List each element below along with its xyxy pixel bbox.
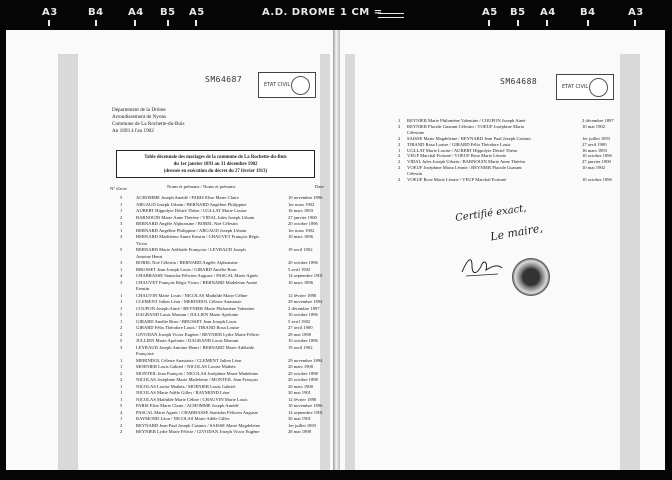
- marriage-date: 10 novembre 1896: [288, 403, 323, 408]
- spouse-names: CHAUVIN Marie Louis / NICOLAS Mathilde Marie Céline: [136, 292, 248, 298]
- marriage-date: 29 novembre 1894: [288, 357, 323, 363]
- act-number: 1: [120, 305, 123, 311]
- marriage-date: 1er mars 1902: [288, 201, 315, 207]
- format-label: A3: [42, 7, 58, 18]
- marriage-date: 10 mars 1896: [288, 279, 314, 285]
- act-number: 2: [120, 429, 123, 434]
- marriage-date: 1er juillet 1893: [582, 135, 611, 141]
- format-label: B5: [510, 7, 526, 18]
- spouse-names: Antoine Henri: [136, 253, 163, 259]
- act-number: 1: [398, 147, 401, 153]
- act-number: 1: [120, 357, 123, 363]
- format-tick: [587, 20, 589, 26]
- act-number: 1: [120, 318, 123, 324]
- act-number: 1: [398, 118, 401, 123]
- archive-header: [0, 0, 672, 28]
- spouse-names: BRUSSET Jean Joseph Louis / GIRARD Amélie Rose: [136, 266, 237, 272]
- marriage-date: 10 mai 1902: [582, 123, 605, 129]
- format-tick: [134, 20, 136, 26]
- table-subtitle: du 1er janvier 1893 au 31 décembre 1902: [173, 162, 258, 167]
- format-label: B4: [580, 7, 596, 18]
- etat-civil-stamp: [556, 74, 614, 100]
- spouse-names: VOEUF Rose Marie Léonie / VEUF Marchal Fortuné: [407, 177, 507, 182]
- spouse-names: REYNARD Jean Paul Joseph Casimir / SAISSE Marie Magdeleine: [136, 422, 261, 428]
- spouse-names: Victor: [136, 240, 148, 246]
- act-number: 1: [120, 227, 123, 233]
- marriage-date: 28 mai 1898: [288, 429, 311, 434]
- marriage-date: 10 mars 1896: [288, 234, 314, 239]
- act-number: 5: [120, 247, 123, 252]
- act-number: 1: [120, 364, 123, 369]
- spouse-names: REYNIER Placide Guarant Célestin / VOEUF Joséphine Maria: [407, 123, 524, 129]
- spouse-names: BERNARD Angéline Philippine / ARGAUD Joseph Urbain: [136, 227, 247, 233]
- spouse-names: ACHOMME Joseph Amédé / PARIS Elise Marie Claire: [136, 195, 239, 200]
- act-number: 1: [120, 396, 123, 402]
- act-number: 2: [398, 159, 401, 165]
- marriage-date: 1er juillet 1893: [288, 422, 317, 428]
- spouse-names: CHARRASSE Stanislas Félicien Auguste / PASCAL Marie Agnès: [136, 273, 259, 278]
- spouse-names: BARNOUIN Marie Anne Thérèse / VIDAL Jules Joseph Urbain: [136, 214, 255, 220]
- marriage-date: 27 avril 1900: [288, 325, 313, 330]
- marriage-date: 1er mars 1902: [288, 227, 315, 233]
- format-tick: [546, 20, 548, 26]
- act-number: 1: [120, 266, 123, 272]
- spouse-names: GIRARD Félix Théodore Louis / TIRAND Rosa Louise: [136, 325, 240, 330]
- act-number: 2: [120, 370, 123, 376]
- act-number: 3: [120, 344, 123, 350]
- spouse-names: REYNIER Marie Philomène Valentine / COUPON Joseph Aimé: [407, 118, 526, 123]
- act-number: 3: [120, 234, 123, 239]
- marriage-date: 10 octobre 1896: [288, 338, 318, 343]
- act-number: 2: [398, 153, 401, 159]
- table-title: Table décennale des mariages de la commune de La Rochette-du-Buis: [144, 155, 287, 160]
- act-number: 1: [120, 390, 123, 395]
- marriage-date: 30 mai 1901: [288, 416, 311, 421]
- marriage-date: 30 mai 1901: [288, 390, 311, 395]
- format-tick: [48, 20, 50, 26]
- spouse-names: BERNARD Madeleine Annie Ernstin / CHAUVET François Régis: [136, 234, 260, 239]
- commune-line: Commune de La Rochette-du-Buis: [112, 121, 185, 127]
- act-number: 1: [120, 201, 123, 207]
- marriage-date: 12 février 1898: [288, 292, 317, 298]
- spouse-names: NICOLAS Marie Adèle Gilles / RAYMOND Léon: [136, 390, 230, 395]
- spouse-names: RAYMOND Léon / NICOLAS Marie Adèle Gilles: [136, 416, 230, 421]
- act-number: 2: [120, 325, 123, 330]
- spouse-names: PASCAL Marie Agnès / CHARRASSE Stanislas Félicien Auguste: [136, 409, 259, 415]
- marriage-date: 20 octobre 1898: [288, 370, 318, 376]
- marriage-date: 27 avril 1900: [582, 141, 607, 147]
- spouse-names: SAISSE Marie Magdeleine / REYNARD Jean Paul Joseph Casimir: [407, 135, 532, 141]
- act-number: 2: [120, 214, 123, 220]
- spouse-names: Célestin: [407, 171, 423, 177]
- format-label: A5: [189, 7, 205, 18]
- column-header-names: Noms et prénoms / Noms et prénoms: [167, 184, 236, 189]
- marriage-date: 16 mars 1893: [288, 208, 314, 213]
- spouse-names: MERINDOL Céleste Anastasie / CLEMENT Julien Léon: [136, 357, 242, 363]
- spouse-names: REYNIER Lydie Marie Félicie / GIVODAN Joseph Victor Eugène: [136, 429, 260, 434]
- spouse-names: ARGAUD Joseph Urbain / BERNARD Angéline Philippine: [136, 201, 247, 207]
- marriage-date: 10 octobre 1896: [288, 312, 318, 317]
- stamp-label: ETAT CIVIL: [264, 82, 291, 88]
- format-tick: [195, 20, 197, 26]
- format-label: B5: [160, 7, 176, 18]
- act-number: 2: [398, 135, 401, 141]
- spouse-names: VOEUF Joséphine Maria Léonie / REYNIER Placide Guarant: [407, 165, 522, 171]
- spouse-names: Ernstin: [136, 286, 150, 291]
- marriage-date: 19 avril 1902: [288, 247, 313, 252]
- format-tick: [634, 20, 636, 26]
- marriage-date: 2 décembre 1897: [582, 118, 614, 123]
- marriage-date: 10 novembre 1896: [288, 195, 323, 200]
- marriage-date: 14 septembre 1901: [288, 273, 323, 278]
- format-label: A5: [482, 7, 498, 18]
- spouse-names: LEYRAUD Joseph Antoine Henri / BERNARD Marie Adélaïde: [136, 344, 255, 350]
- spouse-names: Françoise: [136, 351, 154, 356]
- document-reference: SM64687: [205, 75, 243, 84]
- act-number: 3: [120, 221, 123, 226]
- spouse-names: PARIS Elise Marie Claire / ACHOMME Joseph Amédé: [136, 403, 239, 408]
- right-page: [338, 30, 665, 470]
- act-number: 4: [120, 409, 123, 415]
- marriage-date: 28 mai 1898: [288, 331, 311, 337]
- scale-label: 1 CM =: [340, 7, 383, 18]
- act-number: 2: [398, 141, 401, 147]
- scale-bar: [378, 13, 404, 18]
- page-fold: [333, 30, 340, 470]
- format-label: A4: [128, 7, 144, 18]
- spouse-names: BOREL Noé Célestin / BERNARD Angèle Alphonsine: [136, 260, 238, 265]
- act-number: 1: [120, 208, 123, 213]
- act-number: 5: [120, 195, 123, 200]
- mayor-text: Le maire,: [489, 221, 544, 244]
- spouse-names: AUBERT Hippolyte Désiré Théon / UGLLAT Marie Louise: [136, 208, 247, 213]
- spouse-names: MOENIER Louis Gabriel / NICOLAS Louise Mathéa: [136, 364, 236, 369]
- spouse-names: GIRARD Amélie Rose / BRUSSET Jean Joseph Louis: [136, 318, 237, 324]
- format-tick: [488, 20, 490, 26]
- act-number: 5: [120, 403, 123, 408]
- marriage-date: 12 février 1898: [288, 396, 317, 402]
- stamp-label: ETAT CIVIL: [562, 84, 589, 90]
- spouse-names: BERNARD Angèle Alphonsine / BOREL Noé Célestin: [136, 221, 238, 226]
- format-tick: [517, 20, 519, 26]
- format-label: A4: [540, 7, 556, 18]
- binding-strip: [58, 54, 78, 470]
- column-header-act: N° d'acte: [110, 186, 127, 191]
- spouse-names: COUPON Joseph Aimé / REYNIER Marie Philomène Valentine: [136, 305, 255, 311]
- marriage-date: 20 mars 1900: [288, 364, 314, 369]
- seal-icon: [589, 78, 608, 97]
- spouse-names: VIDAL Jules Joseph Urbain / BARNOUIN Marie Anne Thérèse: [407, 159, 526, 165]
- act-number: 2: [398, 165, 401, 171]
- spouse-names: DAGRAND Louis Mariam / JULLIEN Marie Apolonie: [136, 312, 239, 317]
- marriage-date: 20 mars 1900: [288, 383, 314, 389]
- marriage-date: 14 septembre 1901: [288, 409, 323, 415]
- marriage-date: 20 octobre 1896: [288, 260, 318, 265]
- act-number: 2: [398, 177, 401, 182]
- act-number: 1: [120, 299, 123, 304]
- etat-civil-stamp: [258, 72, 316, 98]
- spouse-names: BERNARD Marie Adélaïde Françoise / LEYRAUD Joseph: [136, 247, 246, 252]
- spouse-names: CHAUVET François Régis Victor / BERNARD Madeleine Annie: [136, 279, 258, 285]
- spouse-names: NICOLAS Joséphine Marie Madeleine / MONTEIL Jean François: [136, 377, 259, 382]
- table-decree: (dressée en exécution du décret du 27 février 1913): [163, 169, 268, 174]
- marriage-date: 10 octobre 1896: [582, 177, 612, 182]
- act-number: 3: [120, 279, 123, 285]
- certification-text: Certifié exact,: [454, 203, 528, 224]
- format-label: B4: [88, 7, 104, 18]
- mayor-signature: [458, 254, 506, 282]
- spouse-names: TIRAND Rosa Louise / GIRARD Félix Théodore Louis: [407, 141, 511, 147]
- marriage-date: 19 avril 1902: [288, 344, 313, 350]
- act-number: 2: [120, 377, 123, 382]
- spouse-names: VEUF Marchal Fortuné / VOEUF Rose Marie Léonie: [407, 153, 507, 159]
- table-title-box: [116, 150, 315, 178]
- mairie-seal: [512, 258, 550, 296]
- marriage-date: 27 janvier 1900: [582, 159, 611, 165]
- spouse-names: JULLIEN Marie Apolonie / DAGRAND Louis Mariam: [136, 338, 239, 343]
- format-label: A3: [628, 7, 644, 18]
- act-number: 1: [120, 416, 123, 421]
- format-tick: [167, 20, 169, 26]
- spouse-names: NICOLAS Mathilde Marie Céline / CHAUVIN Marie Louis: [136, 396, 248, 402]
- archive-name: A.D. DROME: [262, 7, 336, 18]
- spouse-names: NICOLAS Louise Mathéa / MOENIER Louis Gabriel: [136, 383, 236, 389]
- spouse-names: UGLLAT Marie Louise / AUBERT Hippolyte Désiré Théon: [407, 147, 518, 153]
- document-reference: SM64688: [500, 77, 538, 86]
- spouse-names: Célestine: [407, 129, 425, 135]
- act-number: 5: [120, 312, 123, 317]
- act-number: 1: [120, 292, 123, 298]
- seal-icon: [291, 76, 310, 95]
- marriage-date: 10 octobre 1896: [582, 153, 612, 159]
- act-number: 1: [120, 383, 123, 389]
- marriage-date: 29 novembre 1894: [288, 299, 323, 304]
- marriage-date: 5 avril 1902: [288, 266, 311, 272]
- marriage-date: 2 décembre 1897: [288, 305, 320, 311]
- binding-strip: [345, 54, 355, 470]
- marriage-date: 5 avril 1902: [288, 318, 311, 324]
- format-tick: [95, 20, 97, 26]
- act-number: 5: [120, 338, 123, 343]
- spouse-names: CLEMENT Julien Léon / MERINDOL Céleste Anastasie: [136, 299, 242, 304]
- department-line: Département de la Drôme: [112, 107, 166, 113]
- period-line: An 1893 à l'an 1902: [112, 128, 154, 134]
- marriage-date: 27 janvier 1900: [288, 214, 317, 220]
- act-number: 4: [120, 273, 123, 278]
- act-number: 3: [120, 260, 123, 265]
- act-number: 2: [120, 422, 123, 428]
- act-number: 2: [398, 123, 401, 129]
- marriage-date: 10 mai 1902: [582, 165, 605, 171]
- marriage-date: 20 octobre 1898: [288, 377, 318, 382]
- spouse-names: MONTEIL Jean François / NICOLAS Joséphine Marie Madeleine: [136, 370, 259, 376]
- marriage-date: 20 octobre 1896: [288, 221, 318, 226]
- binding-strip: [620, 54, 640, 470]
- arrondissement-line: Arrondissement de Nyons: [112, 114, 167, 120]
- column-header-date: Date: [315, 184, 324, 189]
- spouse-names: GIVODAN Joseph Victor Eugène / REYNIER Lydie Marie Félicie: [136, 331, 260, 337]
- act-number: 2: [120, 331, 123, 337]
- marriage-date: 16 mars 1893: [582, 147, 608, 153]
